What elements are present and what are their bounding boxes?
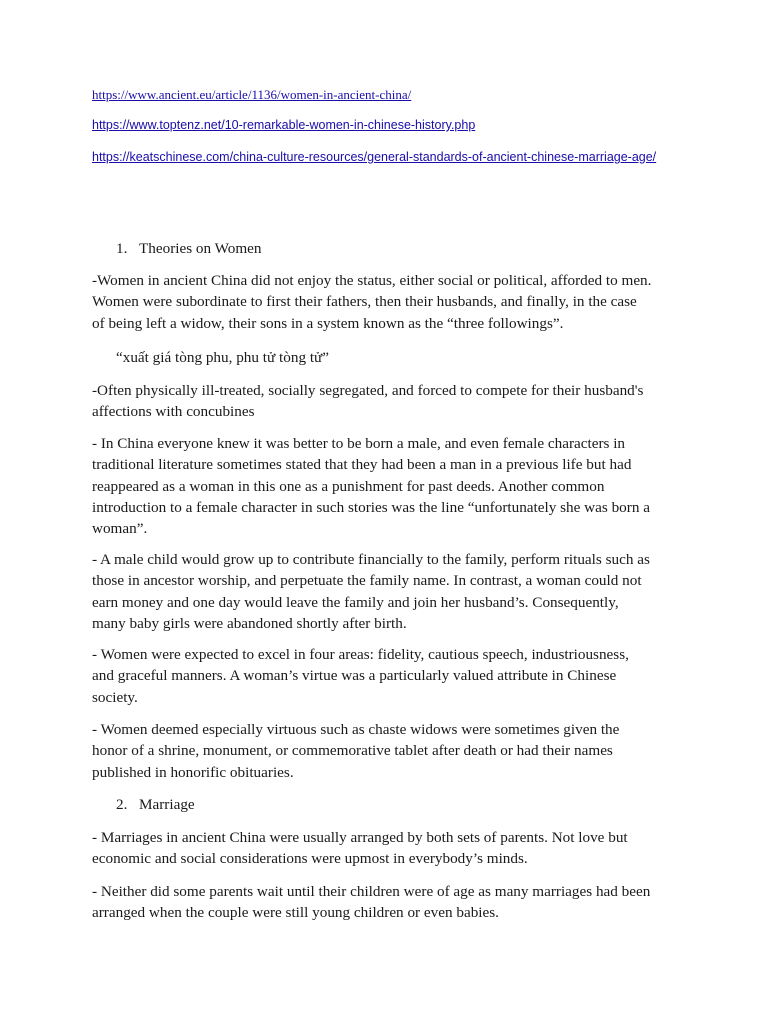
source-link-keatschinese[interactable]: https://keatschinese.com/china-culture-resources/general-standards-of-ancient-chinese-marriage-age/ [92, 150, 657, 164]
paragraph-line: - Women deemed especially virtuous such as chaste widows were sometimes given the [92, 721, 620, 738]
paragraph-line: of being left a widow, their sons in a system known as the “three followings”. [92, 314, 564, 332]
paragraph-line: arranged when the couple were still young children or even babies. [92, 904, 499, 922]
source-link-toptenz[interactable]: https://www.toptenz.net/10-remarkable-women-in-chinese-history.php [92, 118, 476, 132]
paragraph-ill-treated [92, 380, 732, 423]
source-link-ancient-eu[interactable]: https://www.ancient.eu/article/1136/women-in-ancient-china/ [92, 87, 412, 102]
paragraph-line: affections with concubines [92, 403, 255, 421]
section-number: 2. [116, 796, 128, 813]
paragraph-line: -Women in ancient China did not enjoy the status, either social or political, afforded to men. [92, 272, 652, 289]
paragraph-born-male [92, 433, 732, 539]
paragraph-line: earn money and one day would leave the family and join her husband’s. Consequently, [92, 593, 619, 611]
section-heading-theories [116, 238, 262, 259]
paragraph-line: - A male child would grow up to contribute financially to the family, perform rituals such as [92, 551, 650, 568]
paragraph-line: many baby girls were abandoned shortly after birth. [92, 614, 407, 632]
paragraph-of-age [92, 881, 732, 924]
paragraph-four-areas [92, 644, 732, 708]
paragraph-male-child [92, 549, 732, 634]
paragraph-line: - Women were expected to excel in four areas: fidelity, cautious speech, industriousness, [92, 646, 629, 663]
paragraph-status [92, 270, 732, 334]
paragraph-line: -Often physically ill-treated, socially segregated, and forced to compete for their husband's [92, 382, 644, 399]
section-title: Theories on Women [139, 240, 262, 257]
paragraph-line: society. [92, 688, 138, 706]
paragraph-line: economic and social considerations were upmost in everybody’s minds. [92, 850, 528, 868]
paragraph-line: introduction to a female character in such stories was the line “unfortunately she was born a [92, 498, 650, 516]
paragraph-virtuous [92, 719, 732, 783]
paragraph-line: - Marriages in ancient China were usually arranged by both sets of parents. Not love but [92, 829, 628, 846]
paragraph-line: honor of a shrine, monument, or commemorative tablet after death or had their names [92, 742, 613, 760]
vietnamese-quote: “xuất giá tòng phu, phu tử tòng tử” [116, 349, 330, 366]
paragraph-line: woman”. [92, 520, 148, 538]
section-heading-marriage [116, 794, 195, 815]
paragraph-line: reappeared as a woman in this one as a punishment for past deeds. Another common [92, 477, 605, 495]
paragraph-line: - Neither did some parents wait until their children were of age as many marriages had been [92, 883, 651, 900]
paragraph-line: those in ancestor worship, and perpetuate the family name. In contrast, a woman could not [92, 572, 642, 590]
paragraph-line: published in honorific obituaries. [92, 763, 294, 781]
paragraph-line: and graceful manners. A woman’s virtue was a particularly valued attribute in Chinese [92, 667, 617, 685]
paragraph-arranged [92, 827, 732, 870]
paragraph-line: traditional literature sometimes stated that they had been a man in a previous life but had [92, 456, 632, 474]
section-number: 1. [116, 240, 128, 257]
section-title: Marriage [139, 796, 195, 813]
paragraph-line: - In China everyone knew it was better to be born a male, and even female characters in [92, 435, 626, 452]
paragraph-line: Women were subordinate to first their fathers, then their husbands, and finally, in the case [92, 293, 637, 311]
